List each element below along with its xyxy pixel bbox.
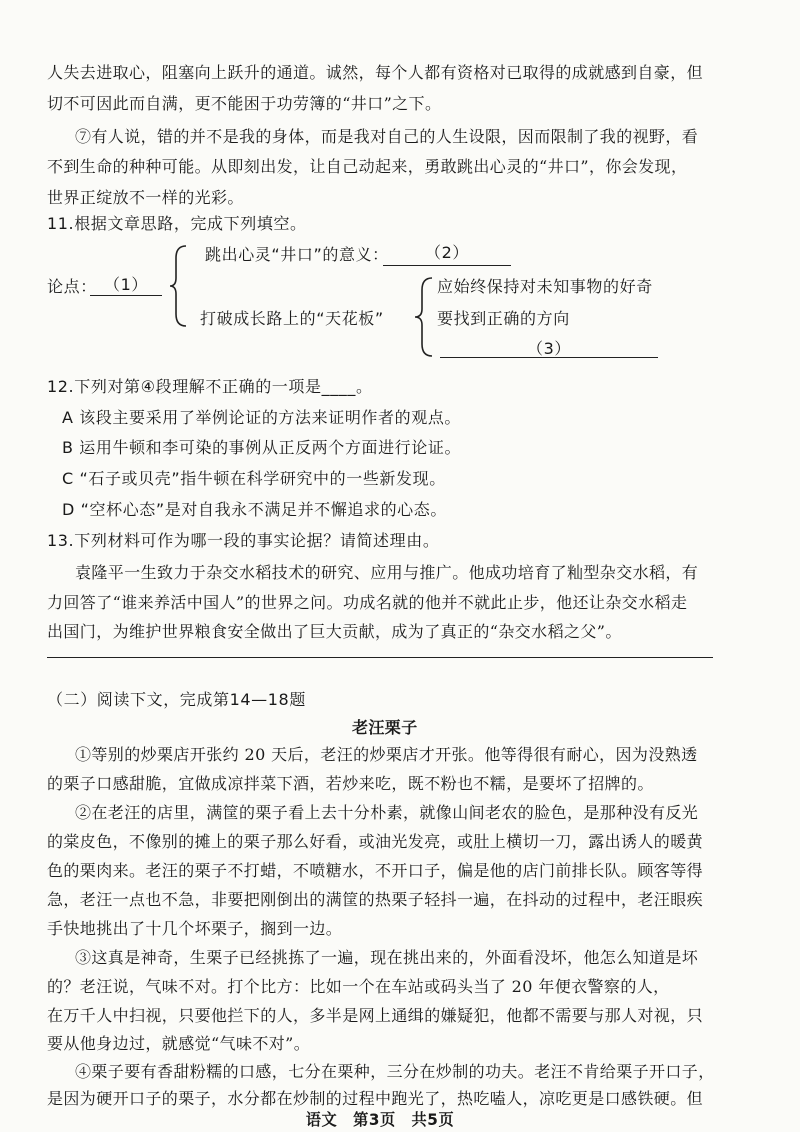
para6-line1: 人失去进取心，阻塞向上跃升的通道。诚然，每个人都有资格对已取得的成就感到自豪，但: [47, 63, 704, 82]
q11-branch-top: 跳出心灵“井口”的意义：: [205, 245, 389, 264]
story-p2-line3: 色的栗肉来。老汪的栗子不打蜡，不喷糖水，不开口子，偏是他的店门前排长队。顾客等得: [47, 861, 704, 880]
q11-lundian-label: 论点：: [47, 277, 97, 296]
q11-blank3-line: [440, 357, 658, 358]
q13-material-line2: 力回答了“谁来养活中国人”的世界之问。功成名就的他并不就此止步，他还让杂交水稻走: [47, 593, 688, 612]
story-p4-line2: 是因为硬开口子的栗子，水分都在炒制的过程中跑光了，热吃嗑人，凉吃更是口感铁硬。但: [47, 1089, 704, 1108]
story-p2-line1: ②在老汪的店里，满筐的栗子看上去十分朴素，就像山间老农的脸色，是那种没有反光: [75, 803, 699, 822]
story-title: 老汪栗子: [352, 718, 418, 737]
q13-material-line1: 袁隆平一生致力于杂交水稻技术的研究、应用与推广。他成功培育了籼型杂交水稻，有: [75, 563, 699, 582]
q12-prompt: 12.下列对第④段理解不正确的一项是____。: [47, 377, 373, 396]
para7-line1: ⑦有人说，错的并不是我的身体，而是我对自己的人生设限，因而限制了我的视野，看: [75, 127, 699, 146]
q11-main-brace: [168, 244, 188, 328]
q12-option-c: C “石子或贝壳”指牛顿在科学研究中的一些新发现。: [62, 469, 446, 488]
q11-blank2-line: [383, 265, 511, 266]
para7-line3: 世界正绽放不一样的光彩。: [47, 188, 244, 207]
story-p3-line2: 的？老汪说，气味不对。打个比方：比如一个在车站或码头当了 20 年便衣警察的人，: [47, 977, 670, 996]
q12-option-b: B 运用牛顿和李可染的事例从正反两个方面进行论证。: [62, 438, 462, 457]
story-p2-line2: 的棠皮色，不像别的摊上的栗子那么好看，或油光发亮，或肚上横切一刀，露出诱人的暖黄: [47, 832, 704, 851]
q11-blank3-label: （3）: [527, 339, 571, 358]
q11-branch-bottom: 打破成长路上的“天花板”: [200, 309, 384, 328]
section2-heading: （二）阅读下文，完成第14—18题: [47, 690, 306, 709]
story-p3-line4: 要从他身边过，就感觉“气味不对”。: [47, 1034, 311, 1053]
q13-material-line3: 出国门，为维护世界粮食安全做出了巨大贡献，成为了真正的“杂交水稻之父”。: [47, 622, 622, 641]
q11-blank1-line: [90, 295, 162, 296]
para6-line2: 切不可因此而自满，更不能困于功劳簿的“井口”之下。: [47, 94, 442, 113]
story-p2-line4: 急，老汪一点也不急，非要把刚倒出的满筐的热栗子轻抖一遍，在抖动的过程中，老汪眼疾: [47, 890, 704, 909]
q13-prompt: 13.下列材料可作为哪一段的事实论据？请简述理由。: [47, 531, 440, 550]
story-p3-line1: ③这真是神奇，生栗子已经挑拣了一遍，现在挑出来的，外面看没坏，他怎么知道是坏: [75, 948, 699, 967]
q11-blank2-label: （2）: [425, 243, 469, 262]
q11-sub1: 应始终保持对未知事物的好奇: [437, 277, 653, 296]
q11-sub-brace: [412, 276, 434, 358]
answer-line: [47, 657, 713, 658]
q11-sub2: 要找到正确的方向: [437, 309, 570, 328]
story-p1-line2: 的栗子口感甜脆，宜做成凉拌菜下酒，若炒来吃，既不粉也不糯，是要坏了招牌的。: [47, 774, 654, 793]
page-footer: 语文 第3页 共5页: [305, 1110, 455, 1129]
story-p4-line1: ④栗子要有香甜粉糯的口感，七分在栗种，三分在炒制的功夫。老汪不肯给栗子开口子，: [75, 1062, 715, 1081]
q12-option-a: A 该段主要采用了举例论证的方法来证明作者的观点。: [62, 408, 462, 427]
story-p1-line1: ①等别的炒栗店开张约 20 天后，老汪的炒栗店才开张。他等得很有耐心，因为没熟透: [75, 745, 698, 764]
q11-blank1-label: （1）: [104, 275, 148, 294]
q12-option-d: D “空杯心态”是对自我永不满足并不懈追求的心态。: [62, 500, 447, 519]
story-p2-line5: 手快地挑出了十几个坏栗子，搁到一边。: [47, 919, 343, 938]
story-p3-line3: 在万千人中扫视，只要他拦下的人，多半是网上通缉的嫌疑犯，他都不需要与那人对视，只: [47, 1006, 704, 1025]
q11-prompt: 11.根据文章思路，完成下列填空。: [47, 214, 307, 233]
para7-line2: 不到生命的种种可能。从即刻出发，让自己动起来，勇敢跳出心灵的“井口”，你会发现，: [47, 157, 688, 176]
